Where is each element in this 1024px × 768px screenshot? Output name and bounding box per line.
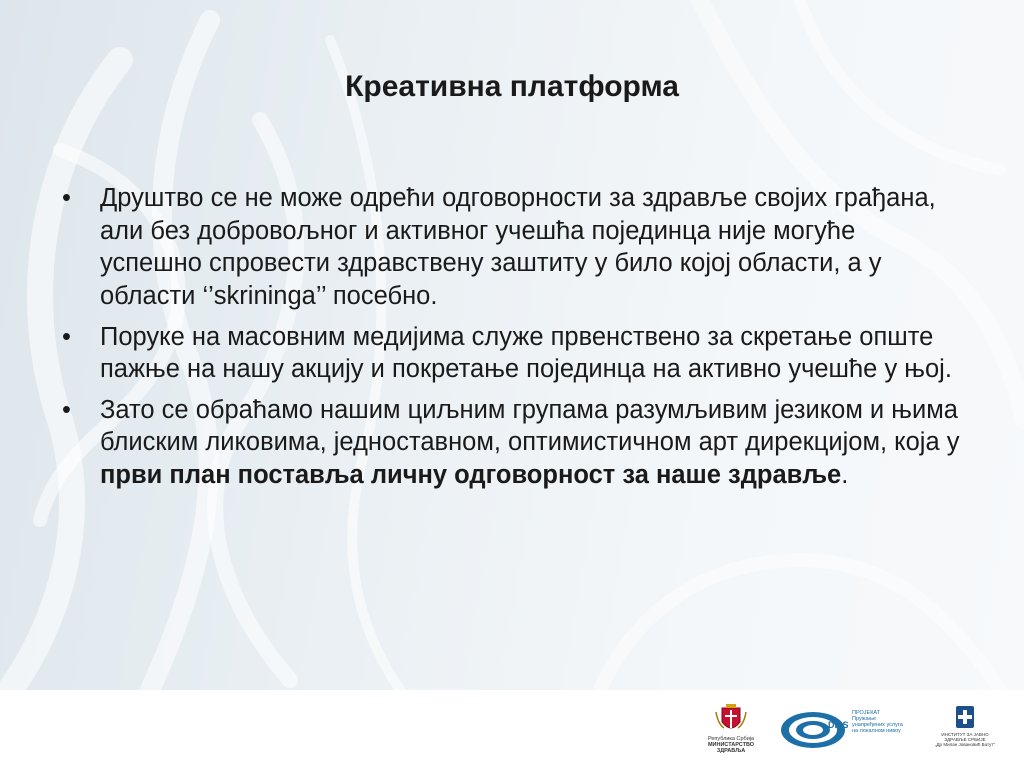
footer-logo-bar [0,690,1024,768]
bullet-text: Друштво се не може одрећи одговорности за здравље својих грађана, али без добровољног и активног учешћа појединца није могуће успешно спровести здравствену заштиту у било којој области, а у области ‘’skrininga’’ посебно. [100,184,936,310]
dils-caption-line1: ПРОЈЕКАТ [852,710,880,716]
institute-logo-line2: „Др Милан Јовановић Батут” [935,742,995,747]
bullet-marker: • [62,322,71,351]
bullet-marker: • [62,184,71,212]
dils-emblem-icon [778,708,848,752]
bullet-item [62,182,962,313]
institute-logo-line1: ИНСТИТУТ ЗА ЈАВНО ЗДРАВЉЕ СРБИЈЕ [941,732,989,742]
bullet-item [62,394,962,492]
bullet-text-end: . [841,461,849,489]
ministry-logo [698,704,764,760]
institute-logo [930,704,1000,760]
ministry-logo-line2: МИНИСТАРСТВО ЗДРАВЉА [707,742,755,754]
bullet-text-bold: први план поставља личну одговорност за наше здравље [100,461,842,489]
dils-caption [852,710,918,734]
bullet-text: Поруке на масовним медијима служе првенствено за скретање опште пажње на нашу акцију и покретање појединца на активно учешће у њој. [100,322,952,384]
bullet-item [62,321,962,386]
slide-title: Креативна платформа [345,70,679,103]
bullet-list [62,182,962,500]
bullet-text-regular: Зато се обраћамо нашим циљним групама разумљивим језиком и њима блиским ликовима, једноставном, оптимистичном арт дирекцијом, која у [100,395,960,457]
bullet-marker: • [62,395,71,424]
dils-logo [778,708,918,752]
dils-caption-line4: на локалном нивоу [852,728,901,734]
bullet-text [100,394,962,492]
dils-caption-line2: Пружање [852,716,877,722]
coat-of-arms-icon [698,704,764,736]
institute-emblem-icon [930,704,1000,732]
dils-caption-line3: унапређених услуга [852,722,903,728]
dils-mark-text: DILS [828,720,849,730]
ministry-logo-line1: Република Србија [707,736,755,742]
